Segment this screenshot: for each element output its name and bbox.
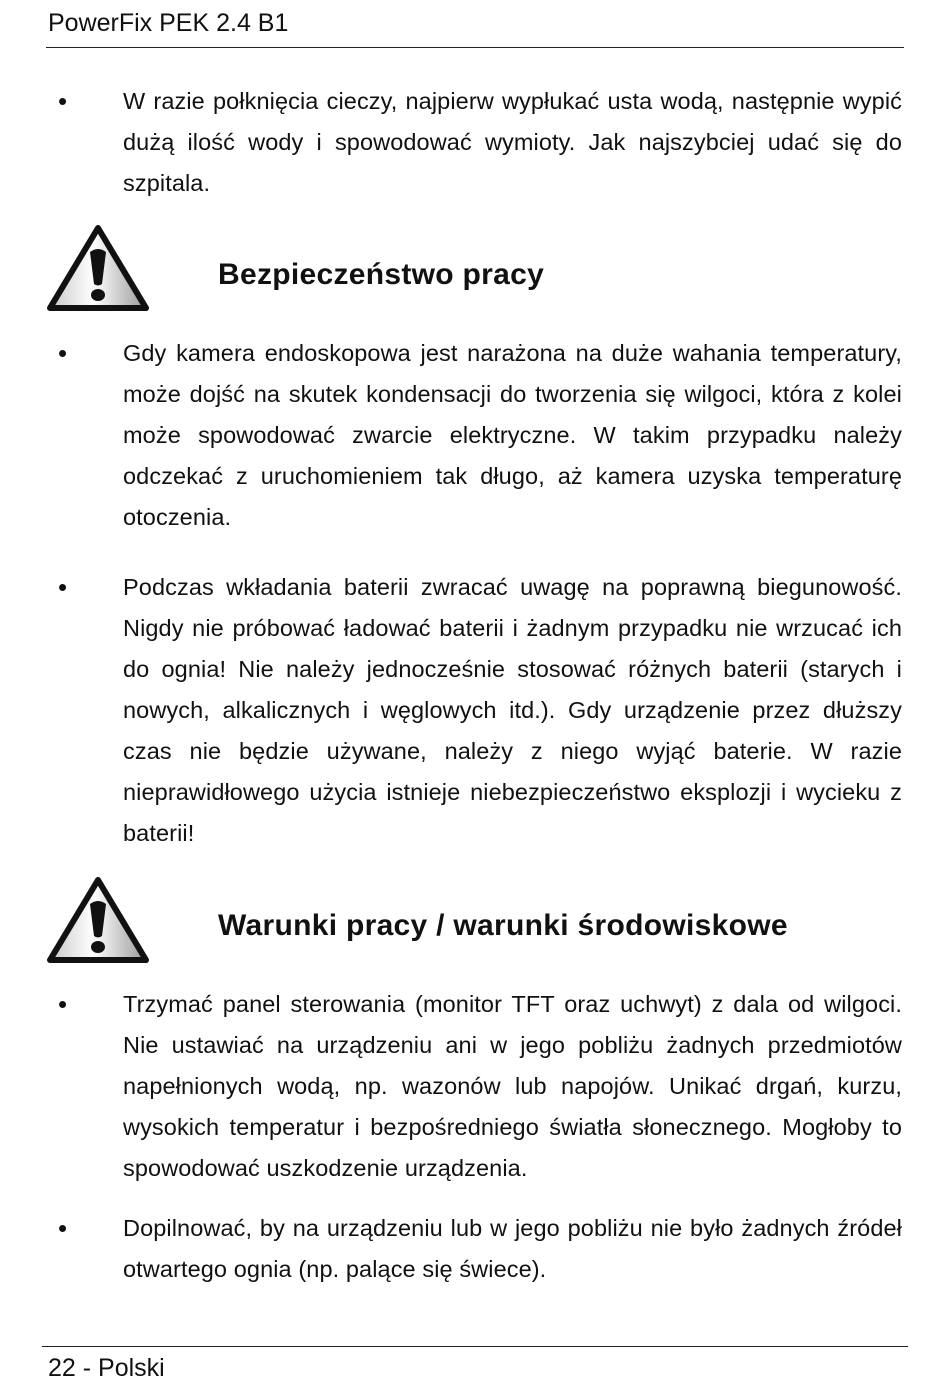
list-item: Gdy kamera endoskopowa jest narażona na duże wahania temperatury, może dojść na skutek kondensacji do tworzenia się wilgoci, która z kolei może spowodować zwarcie elektryczne. W takim przypadku należy odczekać z uruchomieniem tak długo, aż kamera uzyska temperaturę otoczenia. <box>123 340 902 530</box>
footer-divider <box>42 1346 908 1347</box>
bullet-marker: • <box>58 1213 68 1243</box>
header-divider <box>46 47 904 48</box>
page-footer: 22 - Polski <box>48 1354 165 1382</box>
bullet-marker: • <box>58 86 68 116</box>
intro-paragraph: W razie połknięcia cieczy, najpierw wypłukać usta wodą, następnie wypić dużą ilość wody i spowodować wymioty. Jak najszybciej udać się do szpitala. <box>123 88 902 196</box>
document-header: PowerFix PEK 2.4 B1 <box>48 9 289 37</box>
list-item: Dopilnować, by na urządzeniu lub w jego pobliżu nie było żadnych źródeł otwartego ognia (np. palące się świece). <box>123 1215 902 1282</box>
section-title: Bezpieczeństwo pracy <box>218 258 545 291</box>
warning-triangle-icon <box>46 224 150 312</box>
section-title: Warunki pracy / warunki środowiskowe <box>218 909 788 942</box>
bullet-marker: • <box>58 338 68 368</box>
bullet-marker: • <box>58 572 68 602</box>
warning-triangle-icon <box>46 876 150 964</box>
list-item: Trzymać panel sterowania (monitor TFT oraz uchwyt) z dala od wilgoci. Nie ustawiać na urządzeniu ani w jego pobliżu żadnych przedmiotów napełnionych wodą, np. wazonów lub napojów. Unikać drgań, kurzu, wysokich temperatur i bezpośredniego światła słonecznego. Mogłoby to spowodować uszkodzenie urządzenia. <box>123 991 902 1181</box>
bullet-marker: • <box>58 989 68 1019</box>
list-item: Podczas wkładania baterii zwracać uwagę na poprawną biegunowość. Nigdy nie próbować ładować baterii i żadnym przypadku nie wrzucać ich do ognia! Nie należy jednocześnie stosować różnych baterii (starych i nowych, alkalicznych i węglowych itd.). Gdy urządzenie przez dłuższy czas nie będzie używane, należy z niego wyjąć baterie. W razie nieprawidłowego użycia istnieje niebezpieczeństwo eksplozji i wycieku z baterii! <box>123 574 902 846</box>
